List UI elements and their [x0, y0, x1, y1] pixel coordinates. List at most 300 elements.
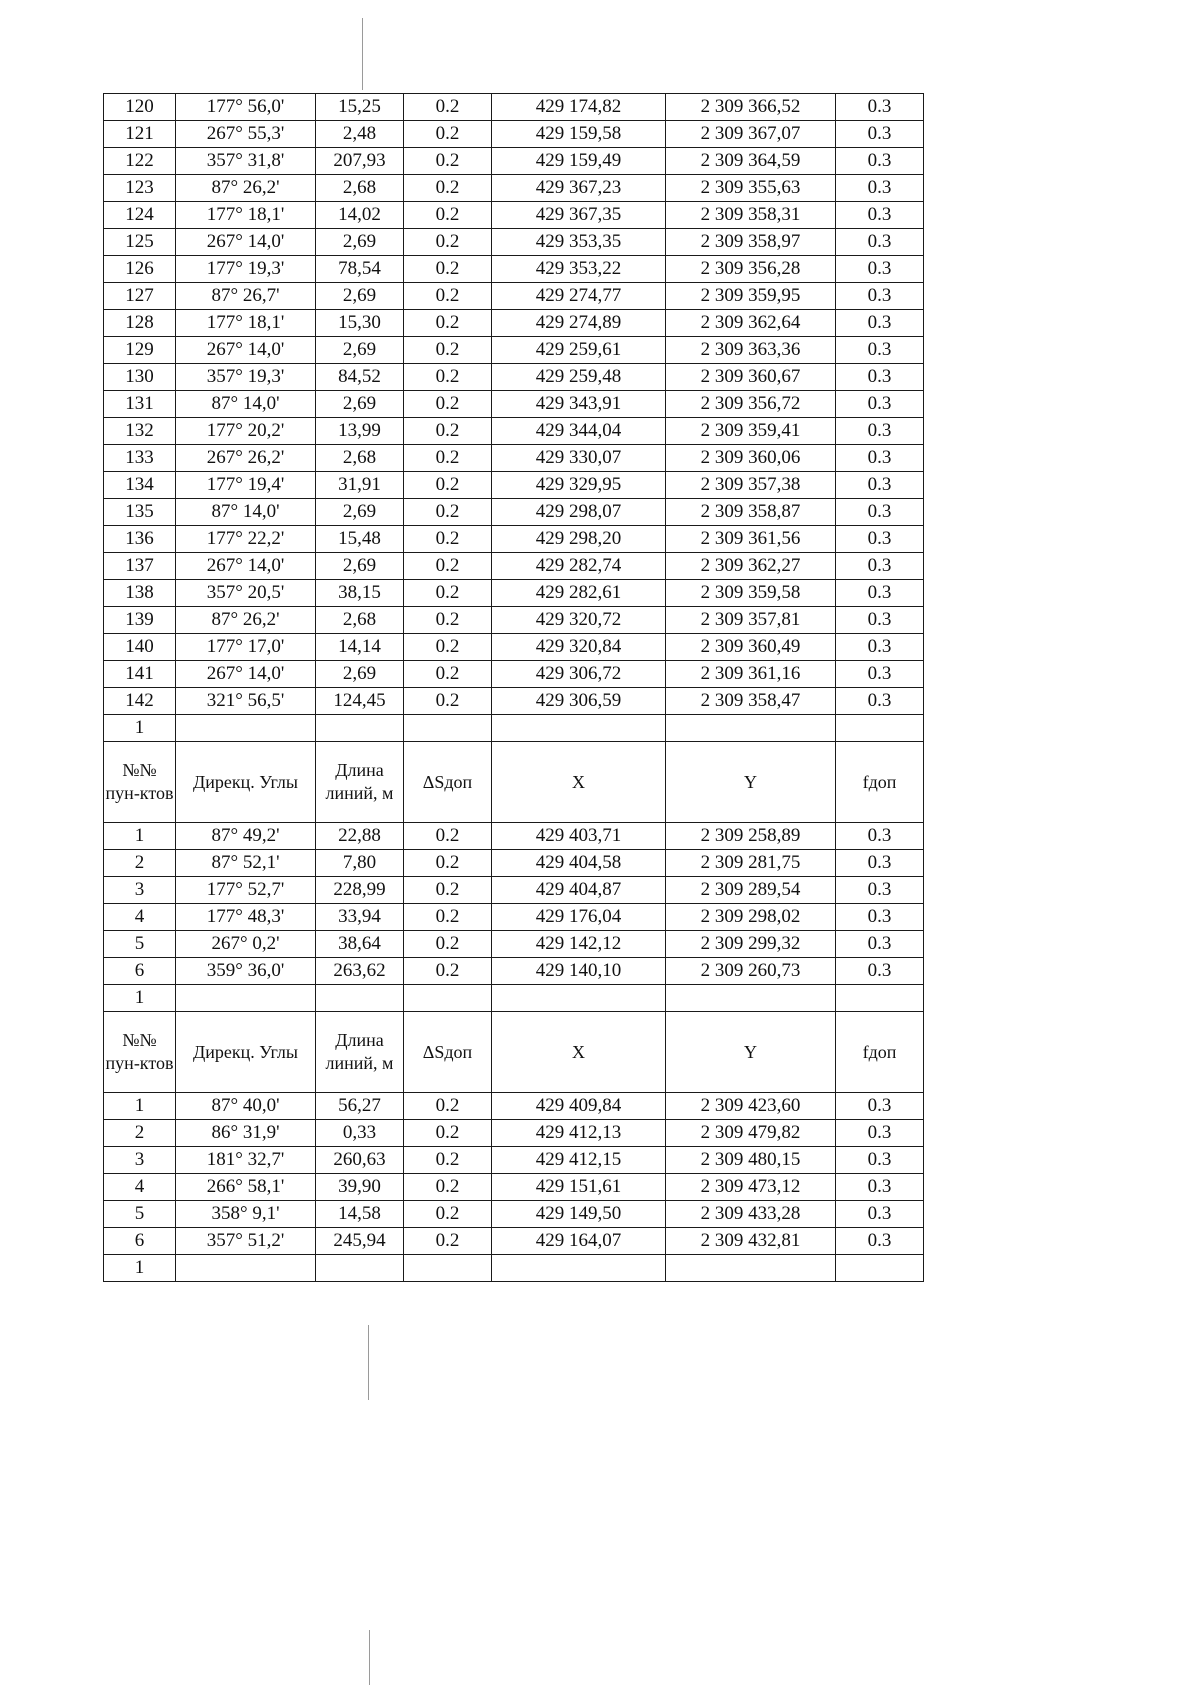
cell-line-length: 14,58: [316, 1201, 404, 1228]
cell-direction-angle: 267° 0,2': [176, 931, 316, 958]
cell-direction-angle: 177° 19,3': [176, 256, 316, 283]
cell-line-length: 31,91: [316, 472, 404, 499]
cell-f: 0.3: [836, 121, 924, 148]
cell-delta-s: 0.2: [404, 553, 492, 580]
table-row: [104, 445, 924, 472]
table-row: [104, 256, 924, 283]
cell-x: 429 306,72: [492, 661, 666, 688]
cell-x: 429 164,07: [492, 1228, 666, 1255]
cell-y: 2 309 433,28: [666, 1201, 836, 1228]
cell-y: 2 309 289,54: [666, 877, 836, 904]
cell-f: 0.3: [836, 283, 924, 310]
cell-line-length: 22,88: [316, 823, 404, 850]
cell-point-number: 5: [104, 1201, 176, 1228]
header-x: X: [492, 742, 666, 823]
cell-line-length: 2,68: [316, 607, 404, 634]
cell-point-number: 133: [104, 445, 176, 472]
cell-x: 429 367,35: [492, 202, 666, 229]
cell-direction-angle: 177° 56,0': [176, 94, 316, 121]
cell-x: 429 329,95: [492, 472, 666, 499]
cell-line-length: 2,69: [316, 661, 404, 688]
cell-delta-s: 0.2: [404, 310, 492, 337]
cell-f: 0.3: [836, 688, 924, 715]
cell-f: 0.3: [836, 499, 924, 526]
table-row: [104, 1228, 924, 1255]
cell-y: 2 309 367,07: [666, 121, 836, 148]
cell-line-length: 38,15: [316, 580, 404, 607]
cell-x: 429 142,12: [492, 931, 666, 958]
cell-x: 429 282,74: [492, 553, 666, 580]
cell-delta-s: 0.2: [404, 904, 492, 931]
header-y: Y: [666, 742, 836, 823]
cell-line-length: 263,62: [316, 958, 404, 985]
cell-delta-s: 0.2: [404, 688, 492, 715]
table-row: [104, 661, 924, 688]
cell-point-number: 142: [104, 688, 176, 715]
cell-delta-s: 0.2: [404, 445, 492, 472]
cell-y: 2 309 258,89: [666, 823, 836, 850]
cell-point-number: 120: [104, 94, 176, 121]
header-direction-angles: Дирекц. Углы: [176, 1012, 316, 1093]
cell-x: [492, 1255, 666, 1282]
cell-y: 2 309 362,27: [666, 553, 836, 580]
cell-delta-s: 0.2: [404, 337, 492, 364]
table-row: [104, 175, 924, 202]
cell-f: 0.3: [836, 958, 924, 985]
cell-line-length: 2,69: [316, 229, 404, 256]
scan-fold-line-top: [362, 18, 363, 90]
cell-direction-angle: 267° 26,2': [176, 445, 316, 472]
cell-line-length: [316, 1255, 404, 1282]
cell-line-length: 38,64: [316, 931, 404, 958]
cell-delta-s: 0.2: [404, 121, 492, 148]
cell-line-length: 14,14: [316, 634, 404, 661]
cell-y: 2 309 480,15: [666, 1147, 836, 1174]
cell-direction-angle: 87° 49,2': [176, 823, 316, 850]
table-row: [104, 904, 924, 931]
cell-f: 0.3: [836, 1174, 924, 1201]
cell-direction-angle: 267° 55,3': [176, 121, 316, 148]
cell-f: 0.3: [836, 364, 924, 391]
cell-direction-angle: [176, 985, 316, 1012]
cell-direction-angle: 177° 22,2': [176, 526, 316, 553]
cell-line-length: 2,69: [316, 391, 404, 418]
header-point-number: №№ пун-ктов: [104, 1012, 176, 1093]
table-row: [104, 310, 924, 337]
cell-direction-angle: 357° 20,5': [176, 580, 316, 607]
cell-point-number: 140: [104, 634, 176, 661]
cell-x: 429 353,35: [492, 229, 666, 256]
cell-line-length: 15,48: [316, 526, 404, 553]
cell-direction-angle: 359° 36,0': [176, 958, 316, 985]
cell-direction-angle: 358° 9,1': [176, 1201, 316, 1228]
cell-x: 429 306,59: [492, 688, 666, 715]
cell-point-number: 126: [104, 256, 176, 283]
cell-line-length: 2,69: [316, 337, 404, 364]
table-row: [104, 526, 924, 553]
cell-delta-s: 0.2: [404, 472, 492, 499]
cell-line-length: 56,27: [316, 1093, 404, 1120]
cell-y: 2 309 364,59: [666, 148, 836, 175]
cell-point-number: 6: [104, 1228, 176, 1255]
header-f: fдоп: [836, 1012, 924, 1093]
cell-direction-angle: [176, 1255, 316, 1282]
cell-delta-s: 0.2: [404, 580, 492, 607]
scan-fold-line-middle: [368, 1325, 369, 1400]
cell-x: 429 298,20: [492, 526, 666, 553]
cell-delta-s: [404, 715, 492, 742]
cell-line-length: 2,68: [316, 445, 404, 472]
cell-point-number: 1: [104, 715, 176, 742]
cell-delta-s: [404, 1255, 492, 1282]
cell-point-number: 1: [104, 985, 176, 1012]
cell-delta-s: 0.2: [404, 1174, 492, 1201]
cell-delta-s: [404, 985, 492, 1012]
cell-y: 2 309 358,87: [666, 499, 836, 526]
cell-delta-s: 0.2: [404, 283, 492, 310]
cell-direction-angle: 177° 18,1': [176, 310, 316, 337]
cell-point-number: 131: [104, 391, 176, 418]
cell-y: 2 309 359,58: [666, 580, 836, 607]
cell-line-length: 15,30: [316, 310, 404, 337]
cell-delta-s: 0.2: [404, 1201, 492, 1228]
cell-point-number: 134: [104, 472, 176, 499]
cell-point-number: 121: [104, 121, 176, 148]
cell-y: [666, 1255, 836, 1282]
cell-direction-angle: 357° 51,2': [176, 1228, 316, 1255]
cell-direction-angle: 177° 48,3': [176, 904, 316, 931]
cell-f: 0.3: [836, 391, 924, 418]
cell-f: 0.3: [836, 202, 924, 229]
cell-x: 429 259,48: [492, 364, 666, 391]
cell-point-number: 127: [104, 283, 176, 310]
cell-x: 429 140,10: [492, 958, 666, 985]
cell-f: 0.3: [836, 1228, 924, 1255]
cell-point-number: 4: [104, 1174, 176, 1201]
cell-f: 0.3: [836, 850, 924, 877]
header-direction-angles: Дирекц. Углы: [176, 742, 316, 823]
table-row: [104, 202, 924, 229]
cell-point-number: 125: [104, 229, 176, 256]
cell-y: 2 309 260,73: [666, 958, 836, 985]
table-row: [104, 634, 924, 661]
cell-x: [492, 715, 666, 742]
cell-y: 2 309 358,47: [666, 688, 836, 715]
cell-line-length: 2,69: [316, 283, 404, 310]
table-row: [104, 391, 924, 418]
section-2-header: [104, 742, 924, 823]
cell-point-number: 5: [104, 931, 176, 958]
cell-point-number: 3: [104, 1147, 176, 1174]
table-row: [104, 823, 924, 850]
cell-point-number: 130: [104, 364, 176, 391]
table-row: [104, 229, 924, 256]
cell-delta-s: 0.2: [404, 634, 492, 661]
cell-line-length: 7,80: [316, 850, 404, 877]
cell-f: 0.3: [836, 310, 924, 337]
cell-x: 429 159,49: [492, 148, 666, 175]
header-x: X: [492, 1012, 666, 1093]
cell-line-length: 124,45: [316, 688, 404, 715]
cell-point-number: 3: [104, 877, 176, 904]
cell-direction-angle: 86° 31,9': [176, 1120, 316, 1147]
cell-f: 0.3: [836, 472, 924, 499]
cell-f: 0.3: [836, 256, 924, 283]
cell-y: 2 309 362,64: [666, 310, 836, 337]
cell-f: 0.3: [836, 337, 924, 364]
cell-x: 429 412,13: [492, 1120, 666, 1147]
cell-point-number: 123: [104, 175, 176, 202]
cell-y: 2 309 363,36: [666, 337, 836, 364]
cell-f: 0.3: [836, 877, 924, 904]
cell-f: 0.3: [836, 94, 924, 121]
table-row: [104, 1201, 924, 1228]
cell-line-length: 260,63: [316, 1147, 404, 1174]
cell-line-length: 33,94: [316, 904, 404, 931]
cell-x: 429 403,71: [492, 823, 666, 850]
section-3-rows: [104, 1093, 924, 1282]
cell-line-length: 39,90: [316, 1174, 404, 1201]
cell-y: 2 309 359,95: [666, 283, 836, 310]
cell-x: 429 412,15: [492, 1147, 666, 1174]
cell-point-number: 1: [104, 823, 176, 850]
header-y: Y: [666, 1012, 836, 1093]
section-3-header: [104, 1012, 924, 1093]
cell-delta-s: 0.2: [404, 607, 492, 634]
cell-x: 429 404,58: [492, 850, 666, 877]
table-row: [104, 553, 924, 580]
cell-f: 0.3: [836, 1147, 924, 1174]
cell-direction-angle: 87° 26,2': [176, 175, 316, 202]
cell-x: [492, 985, 666, 1012]
cell-f: 0.3: [836, 553, 924, 580]
cell-f: 0.3: [836, 931, 924, 958]
table-row: [104, 580, 924, 607]
cell-direction-angle: 267° 14,0': [176, 229, 316, 256]
cell-f: 0.3: [836, 418, 924, 445]
cell-f: [836, 1255, 924, 1282]
cell-f: 0.3: [836, 580, 924, 607]
cell-delta-s: 0.2: [404, 1120, 492, 1147]
cell-line-length: 78,54: [316, 256, 404, 283]
cell-f: 0.3: [836, 526, 924, 553]
cell-x: 429 298,07: [492, 499, 666, 526]
cell-point-number: 141: [104, 661, 176, 688]
table-row: [104, 121, 924, 148]
cell-y: 2 309 360,67: [666, 364, 836, 391]
table-row: [104, 931, 924, 958]
cell-y: 2 309 358,31: [666, 202, 836, 229]
cell-direction-angle: [176, 715, 316, 742]
cell-y: 2 309 360,06: [666, 445, 836, 472]
cell-y: 2 309 361,16: [666, 661, 836, 688]
cell-delta-s: 0.2: [404, 229, 492, 256]
cell-x: 429 176,04: [492, 904, 666, 931]
cell-y: 2 309 361,56: [666, 526, 836, 553]
cell-x: 429 353,22: [492, 256, 666, 283]
table-row: [104, 472, 924, 499]
table-row: [104, 850, 924, 877]
cell-y: [666, 985, 836, 1012]
cell-line-length: 228,99: [316, 877, 404, 904]
header-delta-s: ΔSдоп: [404, 742, 492, 823]
table-row: [104, 148, 924, 175]
cell-x: 429 259,61: [492, 337, 666, 364]
cell-y: 2 309 357,38: [666, 472, 836, 499]
cell-line-length: 2,68: [316, 175, 404, 202]
cell-x: 429 282,61: [492, 580, 666, 607]
cell-x: 429 159,58: [492, 121, 666, 148]
cell-direction-angle: 267° 14,0': [176, 553, 316, 580]
cell-x: 429 174,82: [492, 94, 666, 121]
cell-y: 2 309 358,97: [666, 229, 836, 256]
cell-delta-s: 0.2: [404, 661, 492, 688]
cell-direction-angle: 87° 26,7': [176, 283, 316, 310]
cell-point-number: 128: [104, 310, 176, 337]
header-row: [104, 742, 924, 823]
cell-direction-angle: 266° 58,1': [176, 1174, 316, 1201]
cell-point-number: 2: [104, 1120, 176, 1147]
cell-direction-angle: 87° 14,0': [176, 391, 316, 418]
cell-f: 0.3: [836, 148, 924, 175]
cell-f: [836, 985, 924, 1012]
table-row: [104, 418, 924, 445]
cell-direction-angle: 267° 14,0': [176, 337, 316, 364]
cell-line-length: [316, 985, 404, 1012]
cell-direction-angle: 177° 52,7': [176, 877, 316, 904]
cell-delta-s: 0.2: [404, 958, 492, 985]
cell-f: 0.3: [836, 823, 924, 850]
cell-direction-angle: 177° 19,4': [176, 472, 316, 499]
cell-delta-s: 0.2: [404, 148, 492, 175]
cell-x: 429 367,23: [492, 175, 666, 202]
cell-point-number: 1: [104, 1255, 176, 1282]
cell-line-length: 13,99: [316, 418, 404, 445]
cell-point-number: 4: [104, 904, 176, 931]
cell-direction-angle: 87° 40,0': [176, 1093, 316, 1120]
cell-line-length: 84,52: [316, 364, 404, 391]
table-row: [104, 94, 924, 121]
cell-x: 429 343,91: [492, 391, 666, 418]
cell-direction-angle: 181° 32,7': [176, 1147, 316, 1174]
cell-y: 2 309 359,41: [666, 418, 836, 445]
cell-direction-angle: 321° 56,5': [176, 688, 316, 715]
cell-y: 2 309 479,82: [666, 1120, 836, 1147]
cell-delta-s: 0.2: [404, 202, 492, 229]
cell-f: [836, 715, 924, 742]
cell-y: [666, 715, 836, 742]
cell-point-number: 136: [104, 526, 176, 553]
cell-x: 429 409,84: [492, 1093, 666, 1120]
cell-line-length: 0,33: [316, 1120, 404, 1147]
table-row: [104, 1093, 924, 1120]
cell-point-number: 2: [104, 850, 176, 877]
cell-direction-angle: 177° 17,0': [176, 634, 316, 661]
table-row: [104, 1120, 924, 1147]
cell-y: 2 309 281,75: [666, 850, 836, 877]
table-row: [104, 283, 924, 310]
cell-direction-angle: 177° 20,2': [176, 418, 316, 445]
section-1-rows: [104, 94, 924, 742]
cell-delta-s: 0.2: [404, 364, 492, 391]
cell-x: 429 320,72: [492, 607, 666, 634]
cell-delta-s: 0.2: [404, 391, 492, 418]
cell-f: 0.3: [836, 904, 924, 931]
cell-delta-s: 0.2: [404, 1147, 492, 1174]
cell-line-length: 245,94: [316, 1228, 404, 1255]
cell-y: 2 309 432,81: [666, 1228, 836, 1255]
cell-y: 2 309 356,72: [666, 391, 836, 418]
cell-point-number: 122: [104, 148, 176, 175]
header-line-length: Длина линий, м: [316, 742, 404, 823]
cell-point-number: 129: [104, 337, 176, 364]
table-row: [104, 877, 924, 904]
header-row: [104, 1012, 924, 1093]
table-row: [104, 364, 924, 391]
cell-f: 0.3: [836, 175, 924, 202]
cell-delta-s: 0.2: [404, 94, 492, 121]
cell-point-number: 6: [104, 958, 176, 985]
cell-y: 2 309 366,52: [666, 94, 836, 121]
cell-line-length: [316, 715, 404, 742]
cell-point-number: 138: [104, 580, 176, 607]
cell-delta-s: 0.2: [404, 1228, 492, 1255]
cell-delta-s: 0.2: [404, 850, 492, 877]
table-row: [104, 1147, 924, 1174]
cell-direction-angle: 267° 14,0': [176, 661, 316, 688]
header-delta-s: ΔSдоп: [404, 1012, 492, 1093]
table-row: [104, 985, 924, 1012]
table-row: [104, 607, 924, 634]
cell-line-length: 15,25: [316, 94, 404, 121]
cell-direction-angle: 87° 26,2': [176, 607, 316, 634]
cell-x: 429 274,77: [492, 283, 666, 310]
cell-f: 0.3: [836, 607, 924, 634]
cell-line-length: 2,48: [316, 121, 404, 148]
cell-delta-s: 0.2: [404, 877, 492, 904]
header-point-number: №№ пун-ктов: [104, 742, 176, 823]
table-row: [104, 715, 924, 742]
cell-point-number: 139: [104, 607, 176, 634]
cell-delta-s: 0.2: [404, 931, 492, 958]
cell-delta-s: 0.2: [404, 499, 492, 526]
cell-line-length: 14,02: [316, 202, 404, 229]
cell-f: 0.3: [836, 445, 924, 472]
cell-point-number: 135: [104, 499, 176, 526]
cell-f: 0.3: [836, 634, 924, 661]
cell-f: 0.3: [836, 1093, 924, 1120]
table-row: [104, 1174, 924, 1201]
cell-f: 0.3: [836, 1120, 924, 1147]
cell-delta-s: 0.2: [404, 1093, 492, 1120]
coordinates-table: [103, 93, 924, 1282]
cell-point-number: 124: [104, 202, 176, 229]
table-row: [104, 337, 924, 364]
cell-x: 429 151,61: [492, 1174, 666, 1201]
cell-direction-angle: 87° 14,0': [176, 499, 316, 526]
cell-direction-angle: 177° 18,1': [176, 202, 316, 229]
cell-line-length: 207,93: [316, 148, 404, 175]
cell-f: 0.3: [836, 661, 924, 688]
cell-line-length: 2,69: [316, 499, 404, 526]
cell-y: 2 309 473,12: [666, 1174, 836, 1201]
table-row: [104, 1255, 924, 1282]
table-row: [104, 958, 924, 985]
cell-f: 0.3: [836, 1201, 924, 1228]
section-2-rows: [104, 823, 924, 1012]
cell-delta-s: 0.2: [404, 175, 492, 202]
header-line-length: Длина линий, м: [316, 1012, 404, 1093]
